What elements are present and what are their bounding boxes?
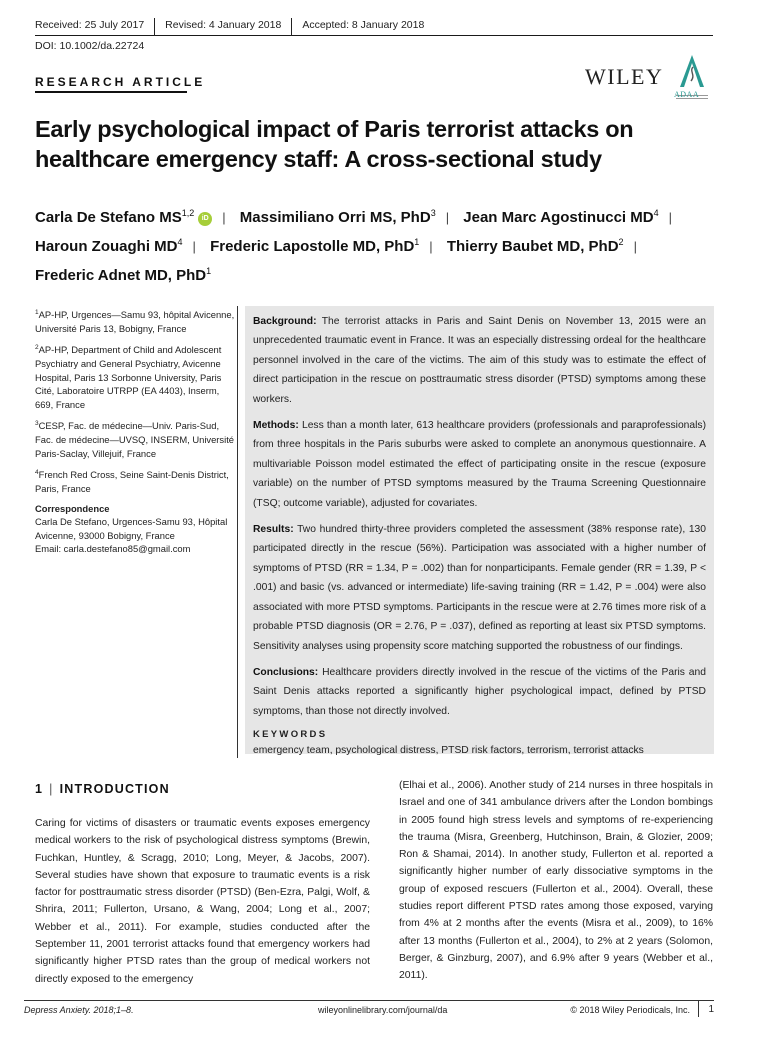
accepted-date: Accepted: 8 January 2018 xyxy=(302,19,425,31)
page-footer xyxy=(24,1000,714,1018)
affiliations-panel xyxy=(35,306,235,556)
article-type-underline xyxy=(35,91,187,93)
journal-url-link[interactable]: wileyonlinelibrary.com/journal/da xyxy=(318,1005,448,1015)
abstract-results: Results: Two hundred thirty-three providers completed the assessment (38% response rate), 130 participated directly in the rescue (56%). Participation was associated with a higher number of symptoms of PTSD (RR = 1.34, P = .002) than for nonparticipants. Female gender (RR = 1.39, P < .001) and basic (vs. advanced or intermediate) life-saving training (RR = 1.42, P = .004) were also associated with more PTSD symptoms. Participants in the rescue were at 2.76 times more risk of a probable PTSD diagnosis (OR = 2.76, P = .037), defined as reporting at least six PTSD symptoms. Sensitivity analyses using propensity score matching supported the robustness of our findings. xyxy=(253,524,706,652)
author-link[interactable]: Frederic Adnet MD, PhD$^1$ xyxy=(35,266,212,284)
affiliation-item: $^4$French Red Cross, Seine Saint-Denis District, Paris, France xyxy=(35,469,229,495)
affiliation-item: $^1$AP-HP, Urgences—Samu 93, hôpital Avicenne, Université Paris 13, Bobigny, France xyxy=(35,309,235,334)
column-divider xyxy=(237,306,238,758)
revised-date: Revised: 4 January 2018 xyxy=(165,18,292,36)
author-separator: | xyxy=(633,239,637,254)
received-date: Received: 25 July 2017 xyxy=(35,18,155,36)
article-type-label: RESEARCH ARTICLE xyxy=(35,75,206,89)
abstract-conclusions: Conclusions: Healthcare providers directly involved in the rescue of the victims of the Paris and Saint Denis attacks reported a significantly higher psychological impact, defined by PTSD symptoms, than those not directly involved. xyxy=(253,666,706,717)
author-link[interactable]: Jean Marc Agostinucci $MD^4$ xyxy=(463,208,659,226)
author-separator: | xyxy=(429,239,433,254)
author-link[interactable]: Thierry Baubet MD, PhD$^2$ xyxy=(446,237,624,255)
abstract-methods: Methods: Less than a month later, 613 healthcare providers (professionals and paraprofessionals) from three hospitals in the Paris suburbs were asked to complete an anonymous questionnaire. A multivariable Poisson model estimated the effect of participating onsite in the rescue (exposure variable) on the number of PTSD symptoms measured by the Trauma Screening Questionnaire (TSQ; outcome variable), adjusted for covariates. xyxy=(253,420,706,509)
body-column-left: Caring for victims of disasters or traumatic events exposes emergency medical workers to the risk of psychological distress symptoms (Brewin, Fuchkan, Huntley, & Scragg, 2010; Long, Meyer, & Jacobs, 2007). Several studies have shown that exposure to traumatic events is a risk factor for posttraumatic stress disorder (PTSD) (Ben-Ezra, Palgi, Wolf, & Shrira, 2011; Fullerton, Ursano, & Wang, 2004; Long et al., 2007; Webber et al., 2011). For example, studies conducted after the September 11, 2001 terrorist attacks found that emergency workers had significantly higher PTSD rates than the group of medical workers not directly exposed to the emergency xyxy=(35,818,370,985)
page-number: 1 xyxy=(698,1001,714,1017)
correspondence-heading: Correspondence xyxy=(35,502,110,514)
author-separator: | xyxy=(445,210,450,225)
keywords-list: emergency team, psychological distress, PTSD risk factors, terrorism, terrorist attacks xyxy=(253,745,644,757)
abstract-box xyxy=(245,306,714,757)
article-title: Early psychological impact of Paris terrorist attacks on healthcare emergency staff: A cross-sectional study xyxy=(35,116,634,172)
correspondence-email[interactable]: Email: carla.destefano85@gmail.com xyxy=(35,543,191,555)
author-link[interactable]: Massimiliano Orri MS, PhD$^3$ xyxy=(239,208,436,226)
correspondence-address: Carla De Stefano, Urgences-Samu 93, Hôpital Avicenne, 93000 Bobigny, France xyxy=(35,516,228,541)
author-link[interactable]: Frederic Lapostolle MD, PhD$^1$ xyxy=(210,237,420,255)
author-separator: | xyxy=(192,239,196,254)
affiliation-item: $^2$AP-HP, Department of Child and Adolescent Psychiatry and General Psychiatry, Avicenne Hospital, Paris 13 Sorbonne University, Paris Cité, Laboratoire UTRPP (EA 4403), Inserm, 669, France xyxy=(35,344,222,410)
journal-citation: Depress Anxiety. 2018;1–8. xyxy=(24,1005,134,1015)
author-separator: | xyxy=(222,210,226,225)
author-separator: | xyxy=(668,210,672,225)
body-column-right: (Elhai et al., 2006). Another study of 214 nurses in three hospitals in Israel and one of 341 ambulance drivers after the London bombings in 2005 found high stress levels and symptoms of re-experiencing the trauma (Misra, Greenberg, Hutchinson, Brain, & Glozier, 2009; Ron & Shamai, 2014). In another study, Fullerton et al. reported a significantly higher number of early dissociative symptoms in the group of exposed rescuers (Fullerton et al., 2004). Overall, these studies report different PTSD rates among those exposed, varying from 4% at 2 months after the events (Misra et al., 2009), to 16% after 13 months (Fullerton et al., 2004), to 2% at 2 years (Solomon, Berger, & Ginzburg, 2007), and 6.9% after 9 years (Webber et al., 2011). xyxy=(399,780,713,982)
doi-link[interactable]: DOI: 10.1002/da.22724 xyxy=(35,40,145,52)
publication-history-bar xyxy=(35,18,713,36)
copyright-notice: © 2018 Wiley Periodicals, Inc. xyxy=(570,1005,690,1015)
keywords-heading: KEYWORDS xyxy=(253,729,328,741)
orcid-icon[interactable]: iD xyxy=(198,212,212,226)
abstract-background: Background: The terrorist attacks in Paris and Saint Denis on November 13, 2015 were an unprecedented traumatic event in France. It was an especially distressing ordeal for the healthcare personnel involved in the care of the victims. The aim of this study was to estimate the effect of direct participation in the rescue on posttraumatic stress disorder (PTSD) symptoms among these workers. xyxy=(253,316,706,405)
wiley-logo: WILEY xyxy=(585,64,664,89)
affiliation-item: $^3$CESP, Fac. de médecine—Univ. Paris-Sud, Fac. de médecine—UVSQ, INSERM, Université Paris-Saclay, Villejuif, France xyxy=(35,420,235,459)
adaa-logo-text: ADAA xyxy=(674,90,700,99)
author-link[interactable]: Haroun Zouaghi $MD^4$ xyxy=(35,237,183,255)
author-list xyxy=(35,203,755,290)
section-heading: 1 | INTRODUCTION xyxy=(35,782,170,796)
section-separator: | xyxy=(49,782,54,796)
author-link[interactable]: Carla De Stefano MS$^{1,2}$ xyxy=(35,208,195,226)
